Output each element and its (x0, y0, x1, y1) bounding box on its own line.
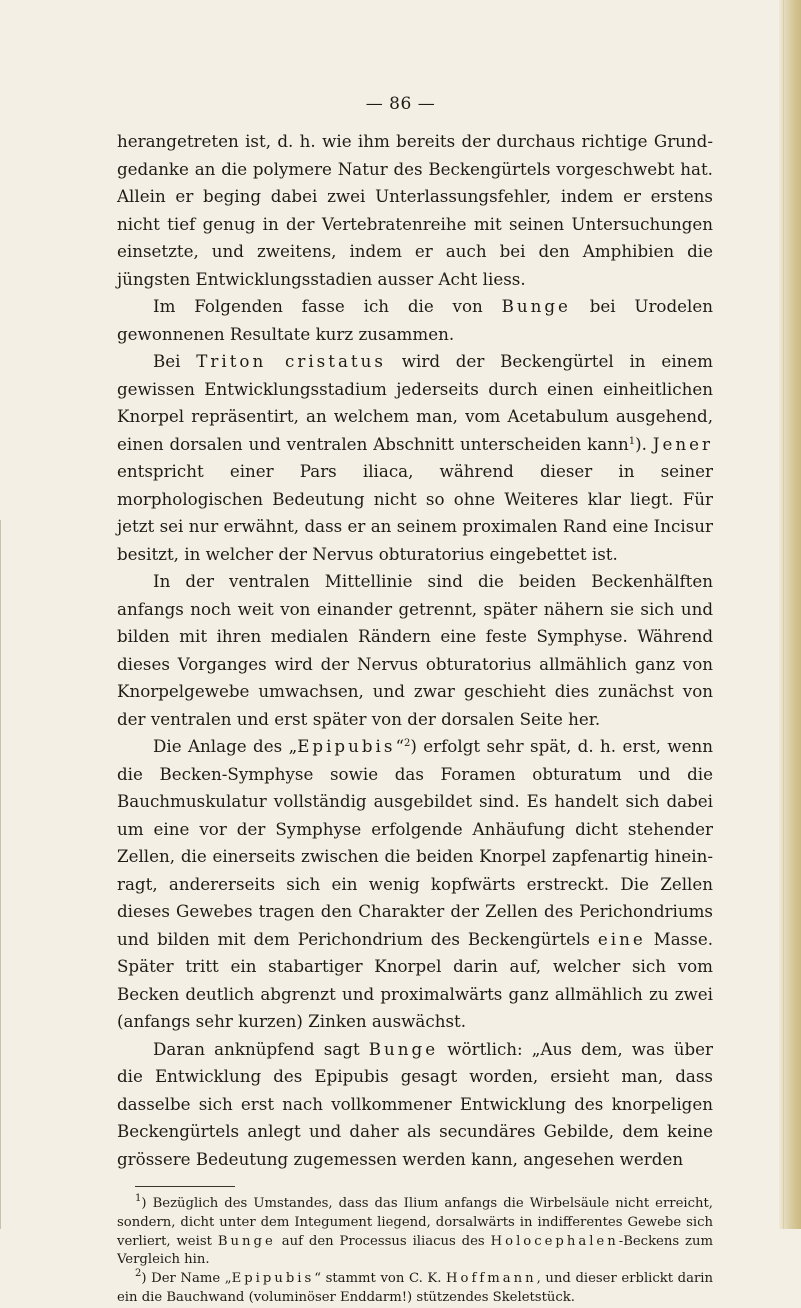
footnote-1: $^1$) Bezüglich des Umstandes, dass das Ilium anfangs die Wirbelsäule nicht erreicht, sondern, dicht unter dem Integument liegend, dorsalwärts in indifferentes Gewebe sich verliert, weist Bunge auf den Processus iliacus des Holocephalen-Beckens zum Vergleich hin. (117, 1193, 714, 1268)
paragraph-2: Im Folgenden fasse ich die von Bunge bei Urodelen gewonnenen Resultate kurz zusammen. (117, 296, 713, 344)
footnote-2: $^2$) Der Name „Epipubis“ stammt von C. K. Hoffmann, und dieser erblickt darin ein die Bauchwand (voluminöser Enddarm!) stützendes Skeletstück. (117, 1268, 714, 1305)
emphasis-jener: Jener (652, 433, 713, 454)
author-name: Bunge (217, 1233, 276, 1249)
paragraph-4: In der ventralen Mittellinie sind die beiden Beckenhälften anfangs noch weit von einander getrennt, später nähern sie sich und bilden mit ihren medialen Rändern eine feste Symphyse. Während dieses Vorganges wird der Nervus obturatorius allmählich ganz von Knorpelgewebe umwachsen, und zwar geschieht dies zunächst von der ventralen und erst später von der dorsalen Seite her. (117, 571, 713, 729)
footnote-divider (135, 1186, 235, 1187)
page-number: — 86 — (365, 94, 436, 114)
page-edge (779, 0, 801, 1229)
paragraph-3: Bei Triton cristatus wird der Beckengürtel in einem gewissen Entwicklungsstadium jederseits durch einen einheitlichen Knorpel repräsentirt, an welchem man, vom Acetabulum ausgehend, einen dorsalen und ventralen Abschnitt unterscheiden kann$^1$). Jener entspricht einer Pars iliaca, während dieser in seiner morphologischen Bedeutung nicht so ohne Weiteres klar liegt. Für jetzt sei nur erwähnt, dass er an seinem proximalen Rand eine Incisur besitzt, in welcher der Nervus obturatorius eingebettet ist. (117, 351, 713, 564)
footnote-marker: 1 (135, 1193, 142, 1204)
binding-edge (0, 520, 7, 1229)
page-body (117, 128, 713, 1308)
author-name: Bunge (368, 1038, 439, 1059)
paragraph-6: Daran anknüpfend sagt Bunge wörtlich: „Aus dem, was über die Entwicklung des Epipubis gesagt worden, ersieht man, dass dasselbe sich erst nach vollkommener Entwicklung des knorpeligen Beckengürtels anlegt und daher als secundäres Gebilde, dem keine grössere Bedeutung zugemessen werden kann, angesehen werden (117, 1038, 713, 1169)
term-epipubis: Epipubis (297, 736, 396, 756)
author-name: Bunge (501, 296, 571, 316)
paragraph-1: herangetreten ist, d. h. wie ihm bereits der durchaus richtige Grundgedanke an die polymere Natur des Beckengürtels vorgeschwebt hat. Allein er beging dabei zwei Unterlassungsfehler, indem er erstens nicht tief genug in der Vertebratenreihe mit seinen Untersuchungen einsetzte, und zweitens, indem er auch bei den Amphibien die jüngsten Entwicklungsstadien ausser Acht liess. (117, 131, 713, 289)
footnote-marker: 2 (135, 1268, 142, 1280)
term-holocephalen: Holocephalen (490, 1233, 619, 1249)
term-epipubis: Epipubis (231, 1271, 315, 1287)
species-name: Triton cristatus (196, 351, 386, 371)
footnotes (117, 1195, 713, 1308)
author-name: Hoffmann (446, 1271, 537, 1287)
emphasis-eine: eine (597, 928, 646, 949)
paragraph-5: Die Anlage des „Epipubis“$^2$) erfolgt sehr spät, d. h. erst, wenn die Becken-Symphyse sowie das Foramen obturatum und die Bauchmuskulatur vollständig ausgebildet sind. Es handelt sich dabei um eine vor der Symphyse erfolgende Anhäufung dicht stehender Zellen, die einerseits zwischen die beiden Knorpel zapfenartig hineinragt, andererseits sich ein wenig kopfwärts erstreckt. Die Zellen dieses Gewebes tragen den Charakter der Zellen des Perichondriums und bilden mit dem Perichondrium des Beckengürtels eine Masse. Später tritt ein stabartiger Knorpel darin auf, welcher sich vom Becken deutlich abgrenzt und proximalwärts ganz allmählich zu zwei (anfangs sehr kurzen) Zinken auswächst. (117, 736, 714, 1031)
footnote-ref-2: 2 (403, 738, 411, 749)
footnote-ref-1: 1 (628, 435, 636, 447)
